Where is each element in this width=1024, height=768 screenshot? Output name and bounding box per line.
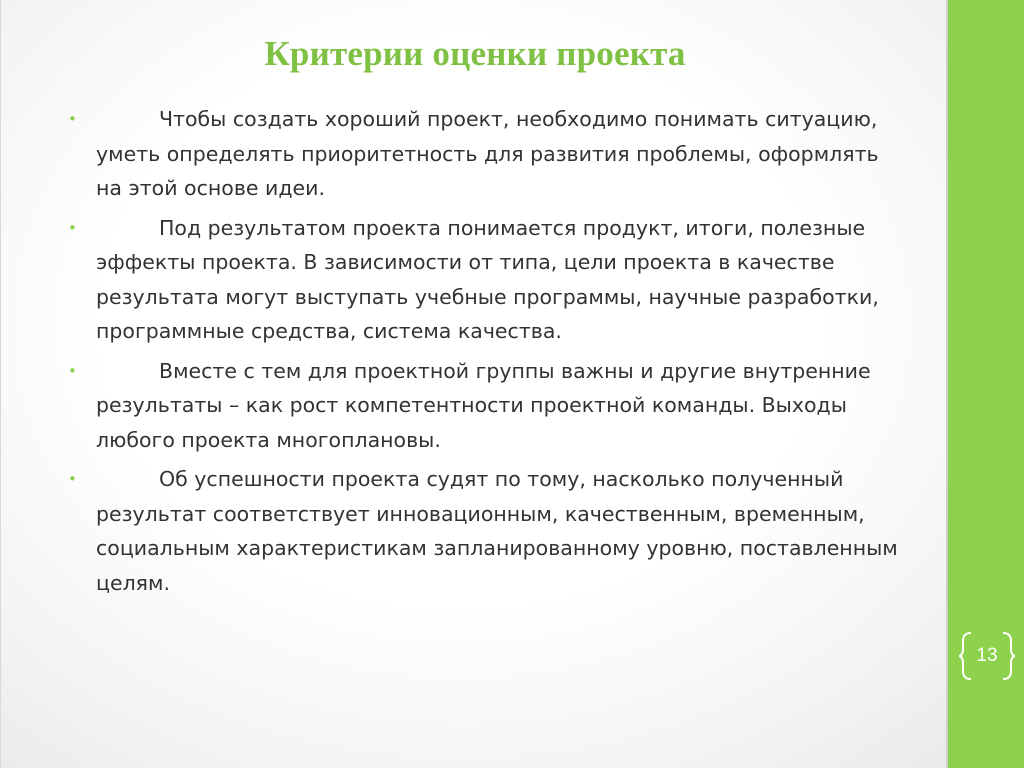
page-number-badge [959,631,1015,681]
bullet-text: Чтобы создать хороший проект, необходимо понимать ситуацию, уметь определять приоритетность для развития проблемы, оформлять на этой основе идеи. [96,107,879,200]
bullet-text: Под результатом проекта понимается продукт, итоги, полезные эффекты проекта. В зависимости от типа, цели проекта в качестве результата могут выступать учебные программы, научные разработки, программные средства, система качества. [96,215,879,343]
bullet-icon: • [68,361,77,380]
bullet-item [65,354,905,458]
bullet-icon: • [68,218,77,237]
bullet-item [65,211,905,349]
slide-title: Критерии оценки проекта [264,34,686,73]
bullet-icon: • [68,470,77,488]
page-number: 13 [976,645,998,666]
bullet-list [65,102,905,605]
bullet-text: Вместе с тем для проектной группы важны и другие внутренние результаты – как рост компетентности проектной команды. Выходы любого проекта многоплановы. [96,358,871,452]
bullet-text: Об успешности проекта судят по тому, насколько полученный результат соответствует инновационным, качественным, временным, социальным характеристикам запланированному уровню, поставленным целям. [96,467,898,595]
bullet-item [65,462,905,600]
bullet-icon: • [68,110,77,128]
bullet-item [65,102,905,206]
